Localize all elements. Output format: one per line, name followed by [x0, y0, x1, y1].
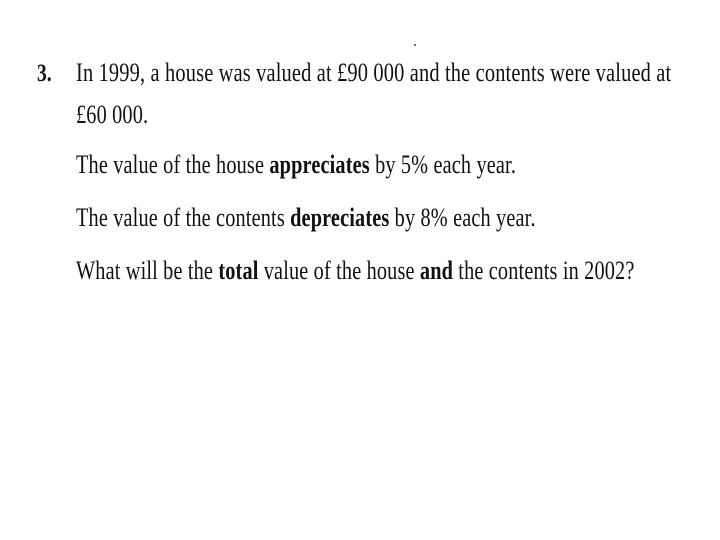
question-line-4 — [76, 203, 536, 233]
question-line-2: £60 000. — [76, 100, 149, 129]
scan-speck — [414, 44, 416, 46]
line5-text-middle: value of the house — [258, 256, 420, 285]
question-number: 3. — [37, 60, 52, 87]
question-line-3 — [76, 150, 516, 180]
keyword-depreciates: depreciates — [290, 203, 390, 232]
line3-text-after: by 5% each year. — [369, 150, 517, 179]
line3-text-before: The value of the house — [76, 150, 270, 179]
line5-text-after: the contents in 2002? — [453, 256, 635, 285]
keyword-total: total — [218, 256, 259, 285]
line5-text-before: What will be the — [76, 256, 219, 285]
question-line-1: In 1999, a house was valued at £90 000 and the contents were valued at — [76, 58, 672, 87]
keyword-and: and — [419, 256, 454, 285]
line4-text-after: by 8% each year. — [389, 203, 536, 232]
keyword-appreciates: appreciates — [269, 150, 370, 179]
line4-text-before: The value of the contents — [76, 203, 291, 232]
question-line-5 — [76, 256, 634, 286]
